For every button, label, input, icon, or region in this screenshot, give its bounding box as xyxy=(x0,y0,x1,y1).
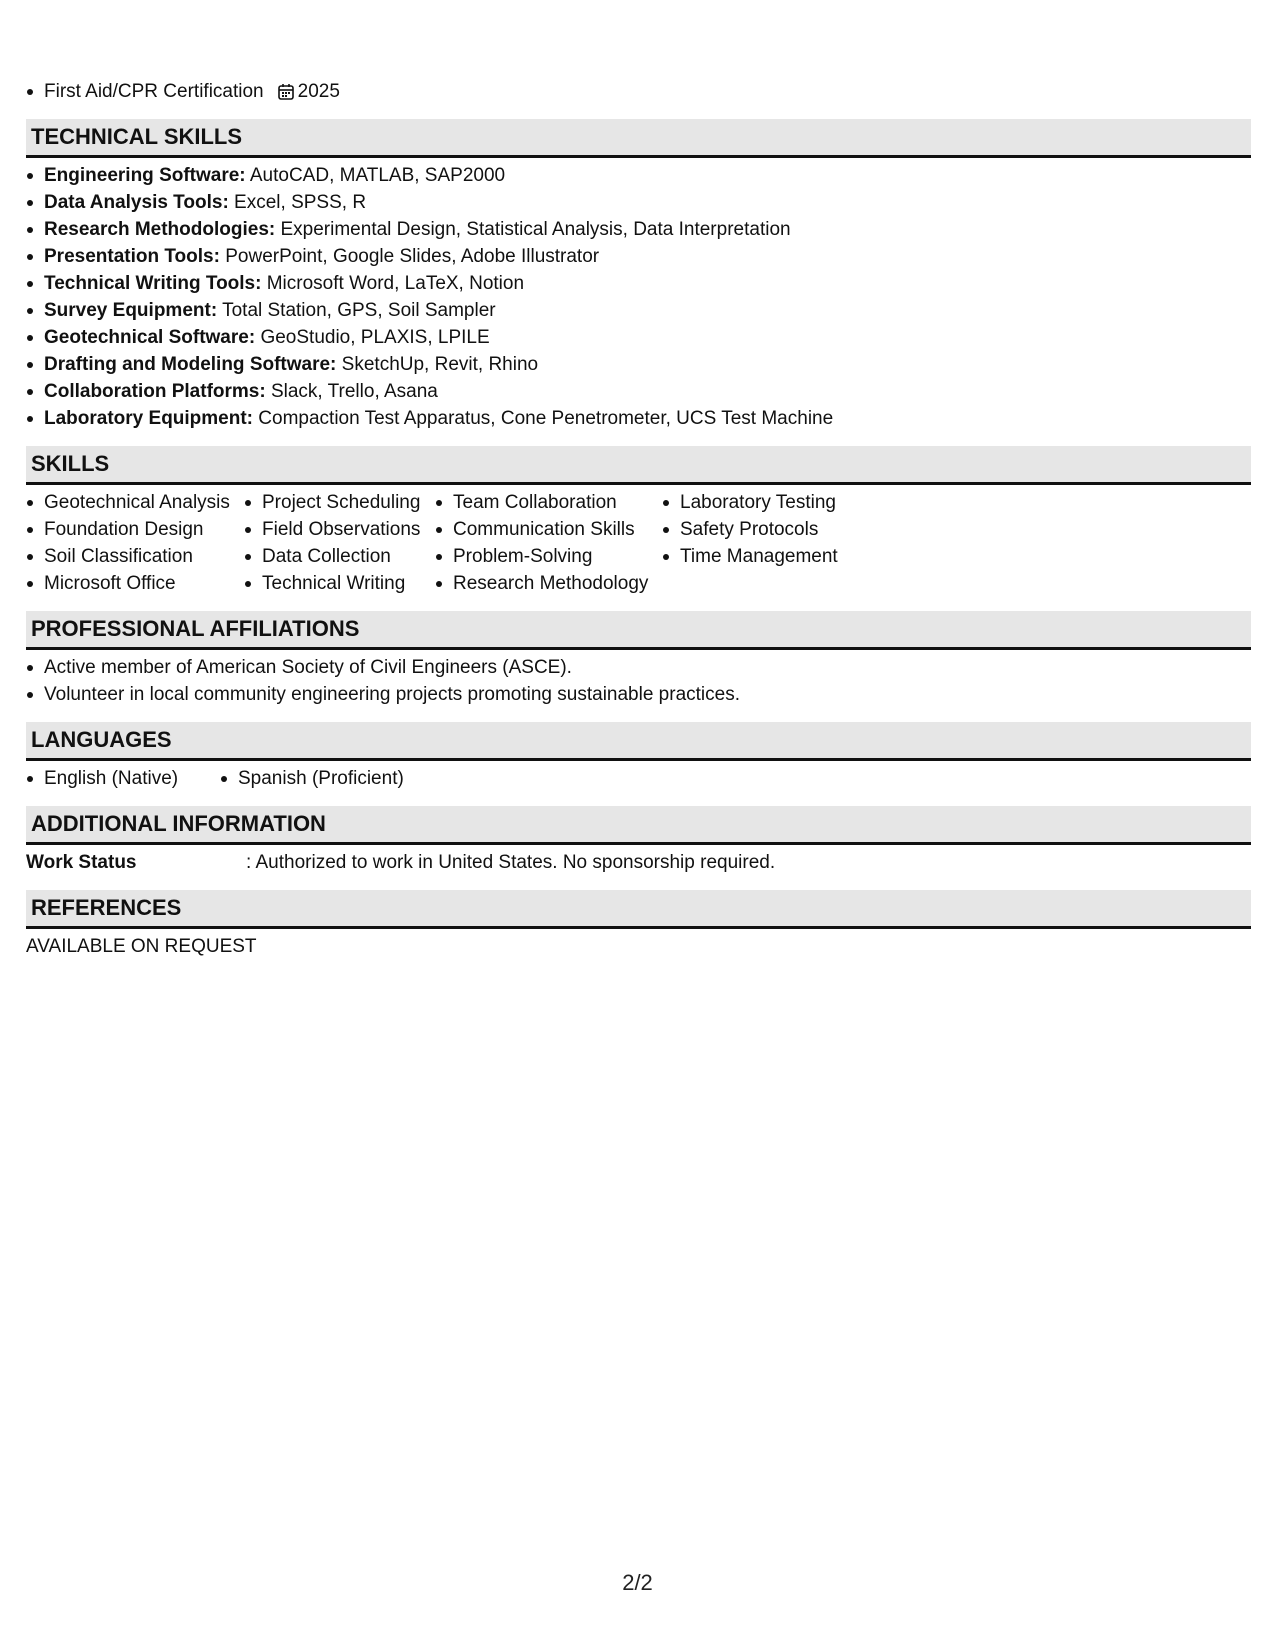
skill-item: Team Collaboration xyxy=(435,489,662,516)
technical-skills-heading: TECHNICAL SKILLS xyxy=(26,119,1251,158)
technical-skill-item xyxy=(26,216,1251,243)
skill-values: Microsoft Word, LaTeX, Notion xyxy=(261,273,525,294)
technical-skill-item xyxy=(26,243,1251,270)
resume-page xyxy=(26,78,1251,960)
additional-info-heading: ADDITIONAL INFORMATION xyxy=(26,806,1251,845)
skill-item: Problem-Solving xyxy=(435,543,662,570)
language-item: English (Native) xyxy=(26,765,220,792)
technical-skill-item xyxy=(26,351,1251,378)
skill-item: Safety Protocols xyxy=(662,516,862,543)
skills-column xyxy=(244,489,435,597)
skill-values: Experimental Design, Statistical Analysis, Data Interpretation xyxy=(275,219,791,240)
skill-category: Research Methodologies: xyxy=(44,219,276,240)
skill-values: Total Station, GPS, Soil Sampler xyxy=(217,300,496,321)
skill-category: Drafting and Modeling Software: xyxy=(44,354,337,375)
technical-skill-item xyxy=(26,162,1251,189)
work-status-value: : Authorized to work in United States. No sponsorship required. xyxy=(246,852,776,873)
languages-list xyxy=(26,765,1251,792)
technical-skills-list xyxy=(26,162,1251,432)
skill-item: Field Observations xyxy=(244,516,435,543)
skill-item: Project Scheduling xyxy=(244,489,435,516)
technical-skill-item xyxy=(26,270,1251,297)
certification-year: 2025 xyxy=(297,81,340,102)
skill-item: Time Management xyxy=(662,543,862,570)
affiliation-item: Active member of American Society of Civil Engineers (ASCE). xyxy=(26,654,1251,681)
calendar-icon xyxy=(278,83,294,100)
page-number: 2/2 xyxy=(622,1570,653,1595)
skill-category: Presentation Tools: xyxy=(44,246,220,267)
skill-values: PowerPoint, Google Slides, Adobe Illustrator xyxy=(219,246,600,267)
skill-values: Excel, SPSS, R xyxy=(228,192,367,213)
affiliations-heading: PROFESSIONAL AFFILIATIONS xyxy=(26,611,1251,650)
skill-item: Data Collection xyxy=(244,543,435,570)
certification-item xyxy=(26,78,1251,105)
skill-category: Data Analysis Tools: xyxy=(44,192,229,213)
technical-skill-item xyxy=(26,378,1251,405)
skill-category: Survey Equipment: xyxy=(44,300,218,321)
certification-name: First Aid/CPR Certification xyxy=(44,81,264,102)
work-status-label: Work Status xyxy=(26,852,137,873)
skill-item: Geotechnical Analysis xyxy=(26,489,244,516)
technical-skill-item xyxy=(26,297,1251,324)
technical-skill-item xyxy=(26,189,1251,216)
skill-category: Geotechnical Software: xyxy=(44,327,256,348)
skill-category: Engineering Software: xyxy=(44,165,246,186)
skill-category: Collaboration Platforms: xyxy=(44,381,266,402)
skill-item: Communication Skills xyxy=(435,516,662,543)
skill-item: Research Methodology xyxy=(435,570,662,597)
skills-heading: SKILLS xyxy=(26,446,1251,485)
skills-column xyxy=(435,489,662,597)
skill-item: Foundation Design xyxy=(26,516,244,543)
skill-values: Slack, Trello, Asana xyxy=(265,381,438,402)
skill-item: Microsoft Office xyxy=(26,570,244,597)
skills-column xyxy=(662,489,862,597)
references-text: AVAILABLE ON REQUEST xyxy=(26,936,257,957)
languages-heading: LANGUAGES xyxy=(26,722,1251,761)
skills-column xyxy=(26,489,244,597)
technical-skill-item xyxy=(26,324,1251,351)
skill-item: Technical Writing xyxy=(244,570,435,597)
skill-values: SketchUp, Revit, Rhino xyxy=(336,354,539,375)
skill-values: Compaction Test Apparatus, Cone Penetrometer, UCS Test Machine xyxy=(253,408,834,429)
skill-category: Laboratory Equipment: xyxy=(44,408,254,429)
skill-values: GeoStudio, PLAXIS, LPILE xyxy=(255,327,490,348)
skill-item: Laboratory Testing xyxy=(662,489,862,516)
skill-category: Technical Writing Tools: xyxy=(44,273,262,294)
skills-grid xyxy=(26,489,1251,597)
skill-values: AutoCAD, MATLAB, SAP2000 xyxy=(245,165,506,186)
affiliation-item: Volunteer in local community engineering projects promoting sustainable practices. xyxy=(26,681,1251,708)
language-item: Spanish (Proficient) xyxy=(220,765,404,792)
technical-skill-item xyxy=(26,405,1251,432)
work-status-row xyxy=(26,849,1251,876)
certification-list xyxy=(26,78,1251,105)
skill-item: Soil Classification xyxy=(26,543,244,570)
references-heading: REFERENCES xyxy=(26,890,1251,929)
affiliations-list xyxy=(26,654,1251,708)
